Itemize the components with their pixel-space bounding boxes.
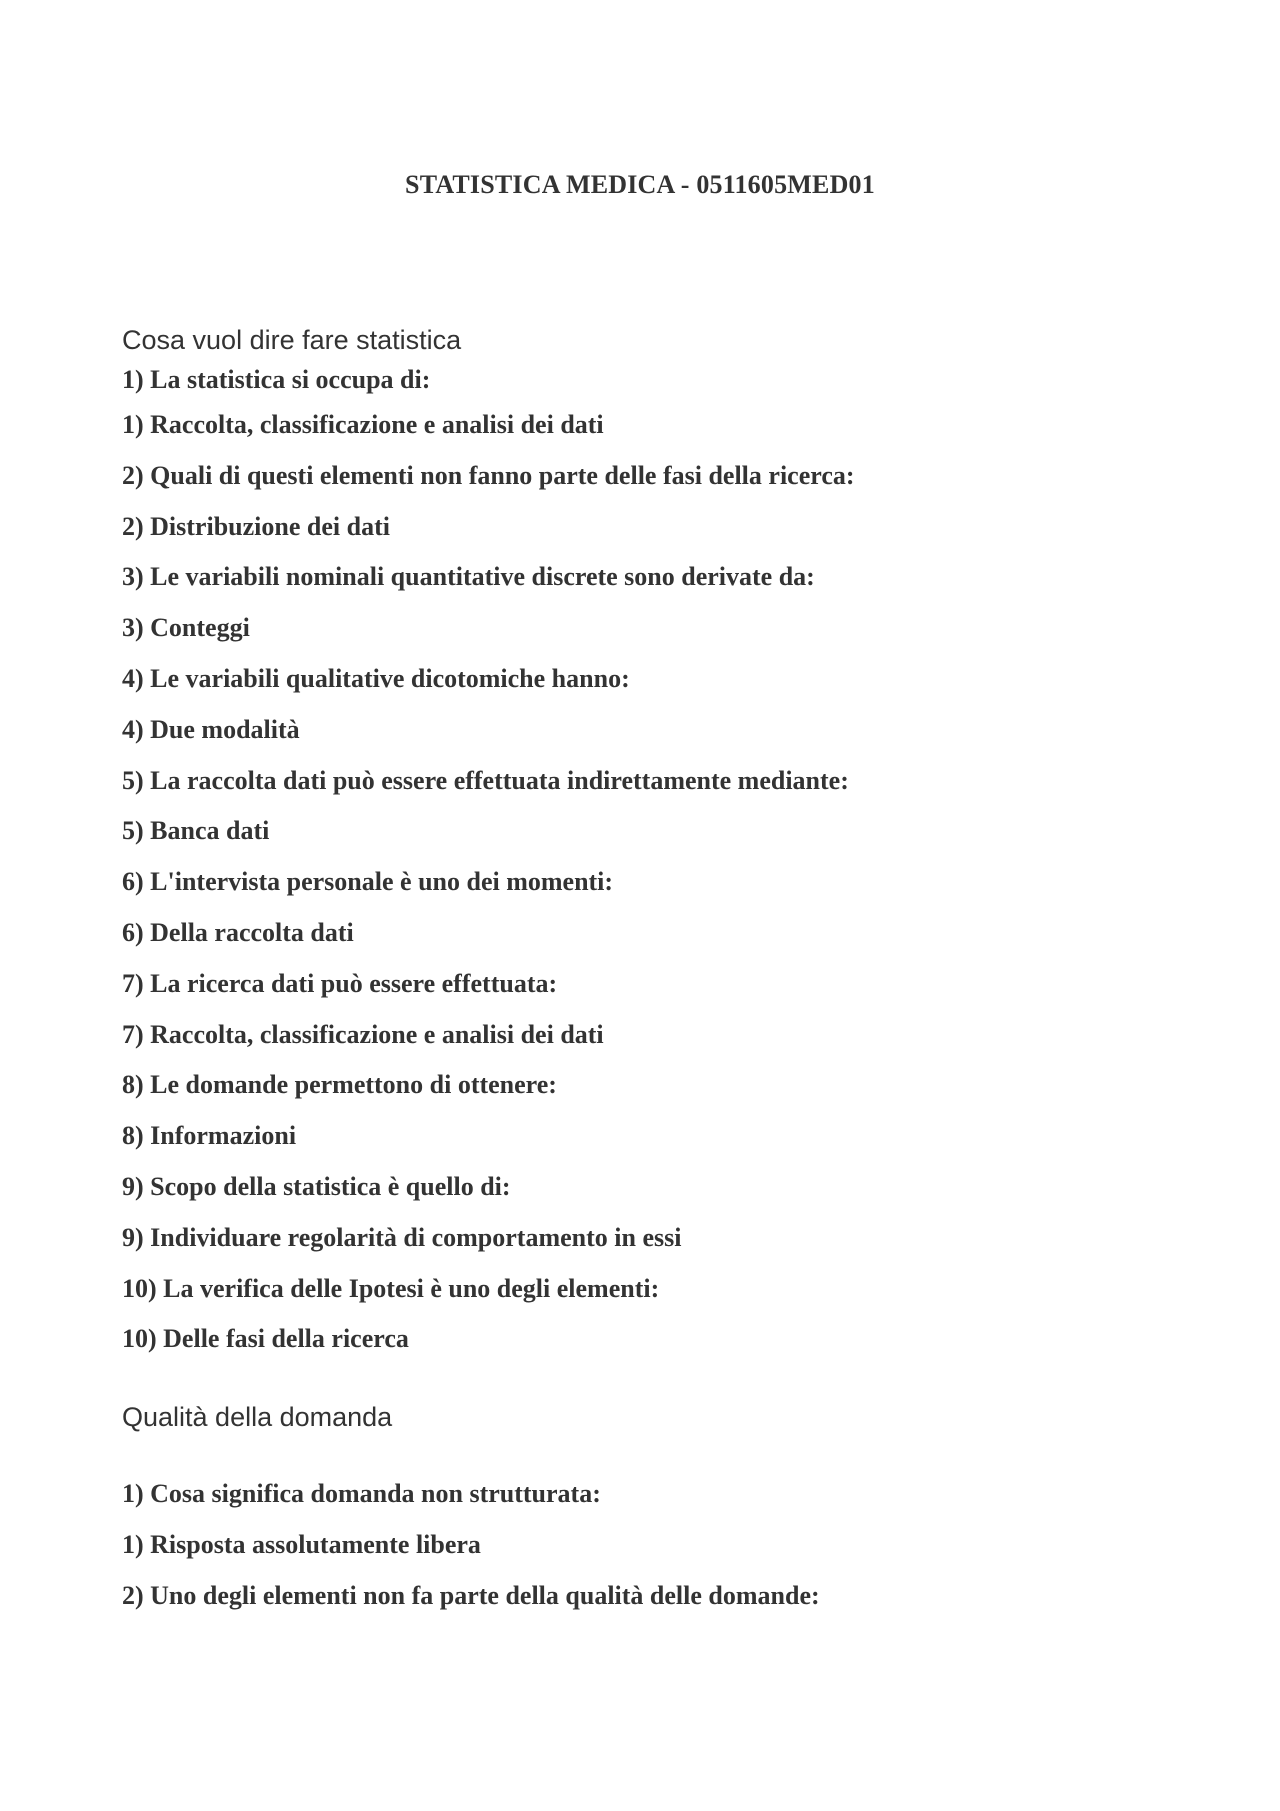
answer-line: 5) Banca dati <box>122 816 270 846</box>
question-line: 1) La statistica si occupa di: <box>122 365 431 394</box>
answer-line: 1) Raccolta, classificazione e analisi dei dati <box>122 410 604 439</box>
answer-line: 4) Due modalità <box>122 714 300 744</box>
section-heading: Qualità della domanda <box>122 1402 393 1433</box>
question-line: 6) L'intervista personale è uno dei momenti: <box>122 867 614 897</box>
answer-line: 7) Raccolta, classificazione e analisi dei dati <box>122 1019 604 1049</box>
answer-line: 10) Delle fasi della ricerca <box>122 1324 409 1354</box>
document-body <box>122 320 1202 1622</box>
answer-line: 1) Risposta assolutamente libera <box>122 1529 481 1559</box>
question-line: 2) Uno degli elementi non fa parte della qualità delle domande: <box>122 1580 820 1610</box>
answer-line: 8) Informazioni <box>122 1121 297 1151</box>
section-heading: Cosa vuol dire fare statistica <box>122 325 462 355</box>
qa-list <box>122 1469 1202 1621</box>
question-line: 10) La verifica delle Ipotesi è uno degli elementi: <box>122 1273 660 1303</box>
question-line: 1) Cosa significa domanda non strutturata: <box>122 1479 601 1509</box>
document-title: STATISTICA MEDICA - 0511605MED01 <box>405 170 875 199</box>
question-line: 2) Quali di questi elementi non fanno parte delle fasi della ricerca: <box>122 460 855 490</box>
question-line: 7) La ricerca dati può essere effettuata: <box>122 968 558 998</box>
answer-line: 3) Conteggi <box>122 613 250 643</box>
question-line: 3) Le variabili nominali quantitative discrete sono derivate da: <box>122 562 815 592</box>
section-qualita-della-domanda <box>122 1397 1202 1621</box>
answer-line: 6) Della raccolta dati <box>122 917 354 947</box>
answer-line: 2) Distribuzione dei dati <box>122 511 390 541</box>
qa-list <box>122 360 1202 1365</box>
question-line: 4) Le variabili qualitative dicotomiche hanno: <box>122 663 630 693</box>
section-cosa-vuol-dire-fare-statistica <box>122 320 1202 1365</box>
question-line: 9) Scopo della statistica è quello di: <box>122 1171 511 1201</box>
question-line: 5) La raccolta dati può essere effettuata indirettamente mediante: <box>122 765 849 795</box>
answer-line: 9) Individuare regolarità di comportamento in essi <box>122 1222 682 1252</box>
question-line: 8) Le domande permettono di ottenere: <box>122 1070 557 1100</box>
